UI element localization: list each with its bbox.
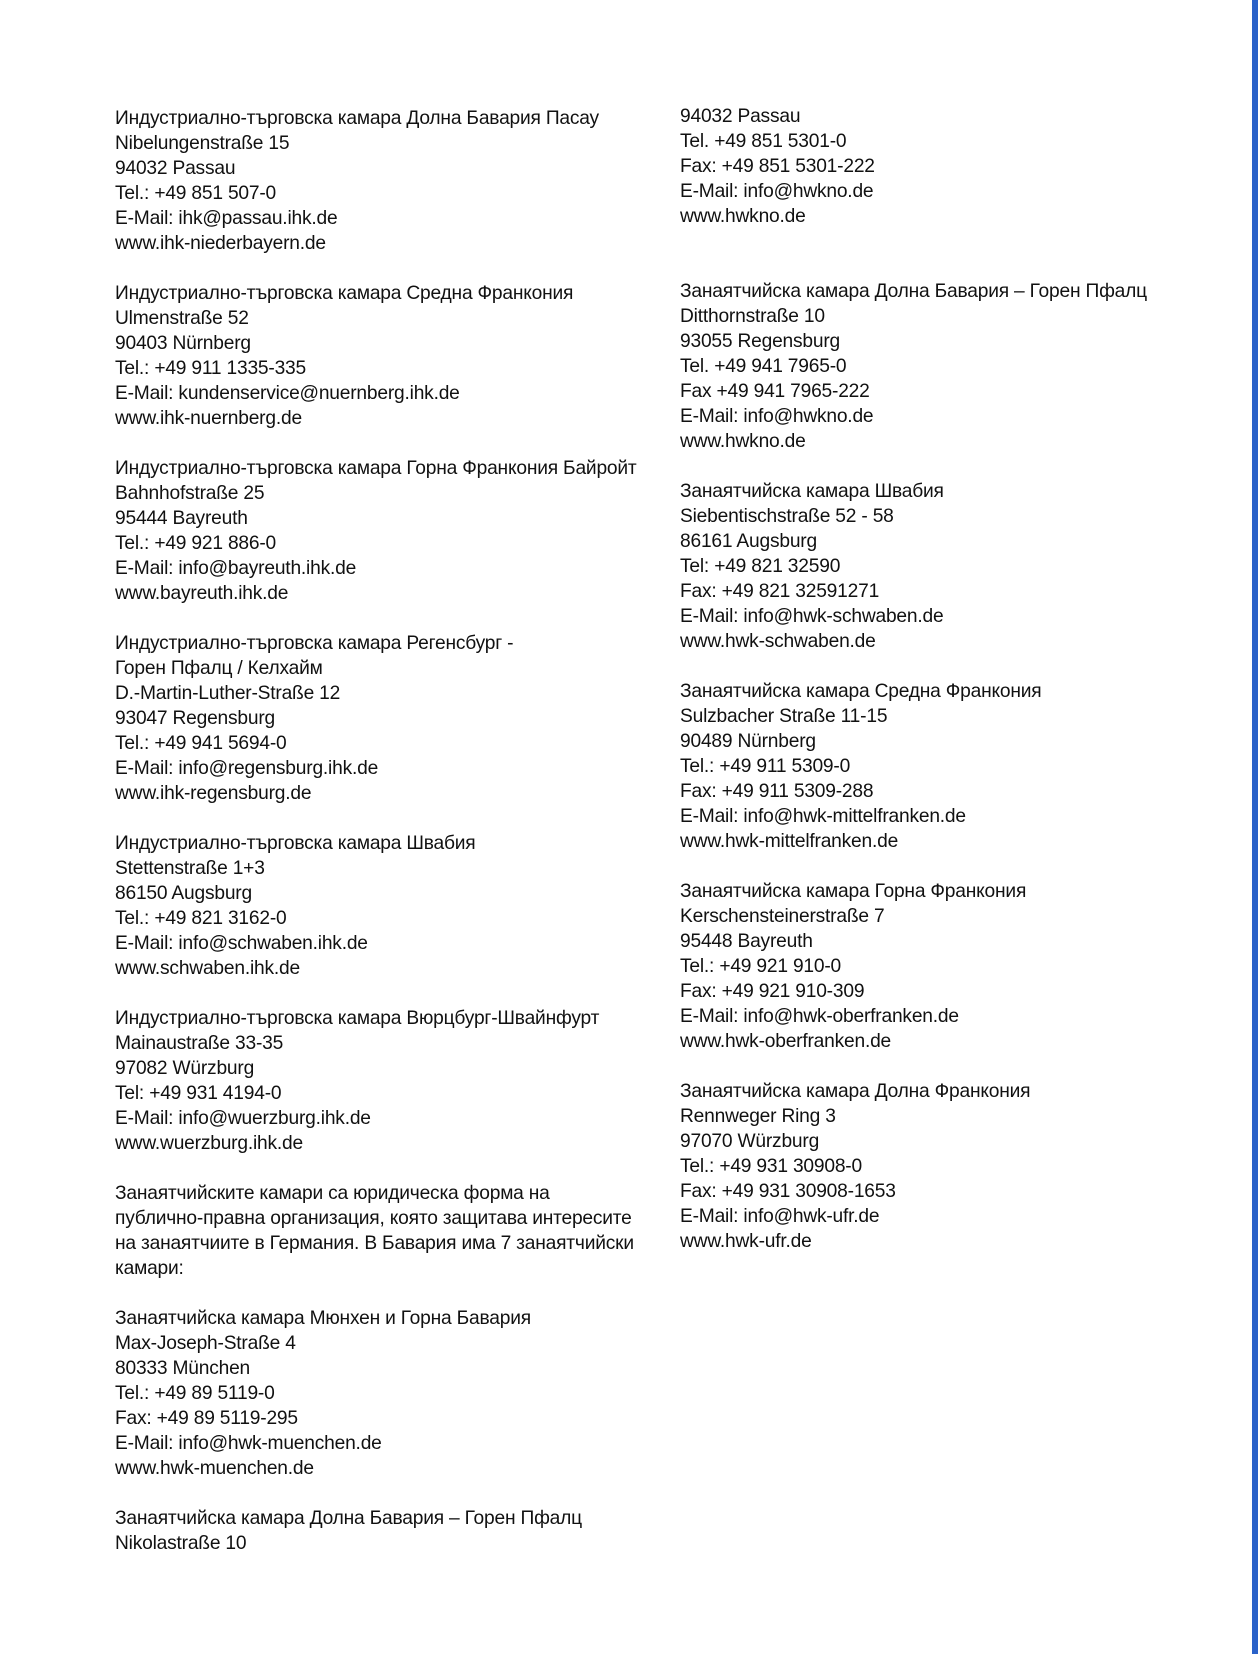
contact-block-hwk-unterfranken (680, 1079, 1240, 1254)
website-link: www.hwk-oberfranken.de (680, 1031, 892, 1052)
paragraph-line: Занаятчийските камари са юридическа форма на (115, 1183, 550, 1204)
intro-paragraph-craft-chambers (115, 1181, 655, 1281)
phone-number: Tel.: +49 921 910-0 (680, 956, 842, 977)
email-address: E-Mail: kundenservice@nuernberg.ihk.de (115, 383, 460, 404)
fax-number: Fax: +49 821 32591271 (680, 581, 880, 602)
email-address: E-Mail: info@wuerzburg.ihk.de (115, 1108, 371, 1129)
contact-block-hwk-mittelfranken (680, 679, 1240, 854)
street-address: Ditthornstraße 10 (680, 306, 825, 327)
contact-block-ihk-schwaben (115, 831, 655, 981)
fax-number: Fax: +49 931 30908-1653 (680, 1181, 896, 1202)
website-link: www.hwkno.de (680, 431, 806, 452)
phone-number: Tel.: +49 911 1335-335 (115, 358, 307, 379)
contact-block-hwk-passau-continued (680, 104, 1240, 229)
fax-number: Fax +49 941 7965-222 (680, 381, 870, 402)
paragraph-line: на занаятчиите в Германия. В Бавария има 7 занаятчийски (115, 1233, 634, 1254)
website-link: www.schwaben.ihk.de (115, 958, 300, 979)
contact-block-ihk-regensburg (115, 631, 655, 806)
organization-name-continued: Горен Пфалц / Келхайм (115, 658, 323, 679)
paragraph-line: камари: (115, 1258, 184, 1279)
phone-number: Tel.: +49 911 5309-0 (680, 756, 851, 777)
fax-number: Fax: +49 911 5309-288 (680, 781, 874, 802)
website-link: www.ihk-nuernberg.de (115, 408, 302, 429)
street-address: Bahnhofstraße 25 (115, 483, 265, 504)
street-address: Siebentischstraße 52 - 58 (680, 506, 894, 527)
organization-name: Занаятчийска камара Мюнхен и Горна Бавария (115, 1308, 531, 1329)
phone-number: Tel. +49 941 7965-0 (680, 356, 847, 377)
postal-city: 95444 Bayreuth (115, 508, 248, 529)
postal-city: 90489 Nürnberg (680, 731, 816, 752)
email-address: E-Mail: info@hwkno.de (680, 406, 874, 427)
phone-number: Tel.: +49 931 30908-0 (680, 1156, 862, 1177)
phone-number: Tel. +49 851 5301-0 (680, 131, 847, 152)
postal-city: 86150 Augsburg (115, 883, 252, 904)
postal-city: 95448 Bayreuth (680, 931, 813, 952)
contact-block-hwk-muenchen (115, 1306, 655, 1481)
postal-city: 97082 Würzburg (115, 1058, 255, 1079)
street-address: Rennweger Ring 3 (680, 1106, 836, 1127)
website-link: www.hwkno.de (680, 206, 806, 227)
website-link: www.ihk-niederbayern.de (115, 233, 326, 254)
email-address: E-Mail: info@hwk-muenchen.de (115, 1433, 382, 1454)
email-address: E-Mail: info@hwk-oberfranken.de (680, 1006, 959, 1027)
contact-block-ihk-bayreuth (115, 456, 655, 606)
organization-name: Занаятчийска камара Горна Франкония (680, 881, 1027, 902)
phone-number: Tel: +49 821 32590 (680, 556, 841, 577)
organization-name: Занаятчийска камара Долна Бавария – Горен Пфалц (680, 281, 1147, 302)
website-link: www.hwk-muenchen.de (115, 1458, 314, 1479)
contact-block-hwk-regensburg (680, 279, 1240, 454)
street-address: Mainaustraße 33-35 (115, 1033, 284, 1054)
street-address: D.-Martin-Luther-Straße 12 (115, 683, 341, 704)
organization-name: Занаятчийска камара Швабия (680, 481, 944, 502)
paragraph-line: публично-правна организация, която защитава интересите (115, 1208, 632, 1229)
website-link: www.hwk-mittelfranken.de (680, 831, 899, 852)
left-column (115, 106, 655, 1581)
contact-block-ihk-nuernberg (115, 281, 655, 431)
email-address: E-Mail: ihk@passau.ihk.de (115, 208, 338, 229)
contact-block-hwk-schwaben (680, 479, 1240, 654)
organization-name: Занаятчийска камара Долна Бавария – Горен Пфалц (115, 1508, 582, 1529)
organization-name: Занаятчийска камара Долна Франкония (680, 1081, 1031, 1102)
organization-name: Индустриално-търговска камара Регенсбург - (115, 633, 514, 654)
website-link: www.ihk-regensburg.de (115, 783, 312, 804)
email-address: E-Mail: info@hwk-ufr.de (680, 1206, 880, 1227)
fax-number: Fax: +49 851 5301-222 (680, 156, 875, 177)
organization-name: Индустриално-търговска камара Швабия (115, 833, 476, 854)
phone-number: Tel: +49 931 4194-0 (115, 1083, 282, 1104)
contact-block-ihk-passau (115, 106, 655, 256)
phone-number: Tel.: +49 851 507-0 (115, 183, 277, 204)
postal-city: 94032 Passau (115, 158, 236, 179)
postal-city: 97070 Würzburg (680, 1131, 820, 1152)
phone-number: Tel.: +49 821 3162-0 (115, 908, 287, 929)
organization-name: Индустриално-търговска камара Горна Франкония Байройт (115, 458, 637, 479)
postal-city: 90403 Nürnberg (115, 333, 251, 354)
email-address: E-Mail: info@schwaben.ihk.de (115, 933, 368, 954)
website-link: www.bayreuth.ihk.de (115, 583, 289, 604)
organization-name: Индустриално-търговска камара Долна Бавария Пасау (115, 108, 599, 129)
organization-name: Индустриално-търговска камара Вюрцбург-Швайнфурт (115, 1008, 600, 1029)
street-address: Stettenstraße 1+3 (115, 858, 265, 879)
street-address: Nibelungenstraße 15 (115, 133, 290, 154)
contact-block-hwk-passau (115, 1506, 655, 1556)
street-address: Kerschensteinerstraße 7 (680, 906, 885, 927)
organization-name: Индустриално-търговска камара Средна Франкония (115, 283, 574, 304)
contact-block-hwk-oberfranken (680, 879, 1240, 1054)
postal-city: 86161 Augsburg (680, 531, 817, 552)
phone-number: Tel.: +49 921 886-0 (115, 533, 277, 554)
email-address: E-Mail: info@hwkno.de (680, 181, 874, 202)
fax-number: Fax: +49 921 910-309 (680, 981, 865, 1002)
street-address: Max-Joseph-Straße 4 (115, 1333, 296, 1354)
postal-city: 94032 Passau (680, 106, 801, 127)
email-address: E-Mail: info@hwk-schwaben.de (680, 606, 944, 627)
street-address: Sulzbacher Straße 11-15 (680, 706, 888, 727)
page-edge-bar (1252, 0, 1258, 1654)
postal-city: 93055 Regensburg (680, 331, 841, 352)
street-address: Ulmenstraße 52 (115, 308, 249, 329)
postal-city: 93047 Regensburg (115, 708, 276, 729)
website-link: www.wuerzburg.ihk.de (115, 1133, 303, 1154)
website-link: www.hwk-ufr.de (680, 1231, 812, 1252)
email-address: E-Mail: info@regensburg.ihk.de (115, 758, 379, 779)
postal-city: 80333 München (115, 1358, 251, 1379)
organization-name: Занаятчийска камара Средна Франкония (680, 681, 1042, 702)
right-column (680, 104, 1240, 1279)
website-link: www.hwk-schwaben.de (680, 631, 876, 652)
phone-number: Tel.: +49 941 5694-0 (115, 733, 287, 754)
contact-block-ihk-wuerzburg (115, 1006, 655, 1156)
email-address: E-Mail: info@hwk-mittelfranken.de (680, 806, 966, 827)
email-address: E-Mail: info@bayreuth.ihk.de (115, 558, 357, 579)
fax-number: Fax: +49 89 5119-295 (115, 1408, 298, 1429)
street-address: Nikolastraße 10 (115, 1533, 247, 1554)
phone-number: Tel.: +49 89 5119-0 (115, 1383, 275, 1404)
